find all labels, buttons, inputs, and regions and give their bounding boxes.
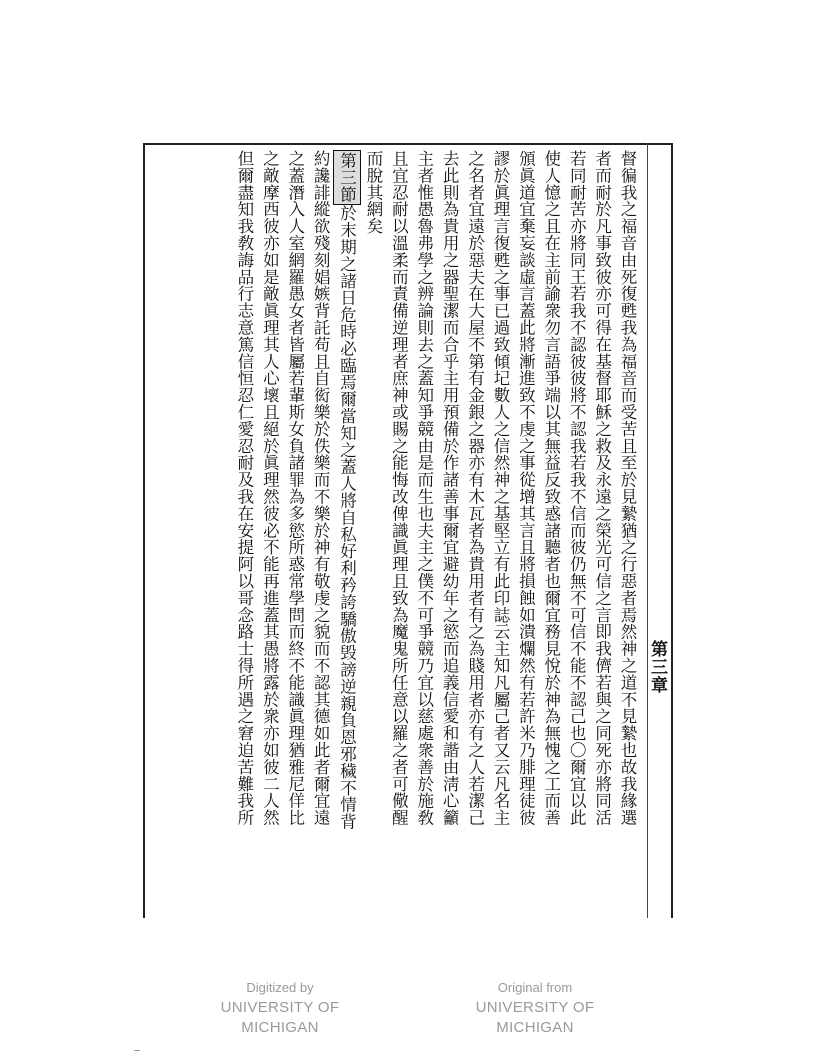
- margin-strip: [647, 143, 674, 918]
- original-from-label: Original from: [497, 980, 573, 995]
- digitized-by-institution: UNIVERSITY OF MICHIGAN: [220, 999, 340, 1036]
- text-column: 使人憶之且在主前諭衆勿言語爭端以其無益反致惑諸聽者也爾宜務見悅於神為無愧之工而善: [541, 150, 561, 826]
- text-column: 主者惟愚魯弗學之辨論則去之蓋知爭競由是而生也夫主之僕不可爭競乃宜以慈處衆善於施敎: [414, 150, 434, 826]
- text-column: 去此則為貴用之器聖潔而合乎主用預備於作諸善事爾宜避幼年之慾而追義信愛和諧由淸心籲: [440, 150, 460, 826]
- text-column: 督徧我之福音由死復甦我為福音而受苦且至於見縶猶之行惡者焉然神之道不見縶也故我緣選: [618, 150, 637, 826]
- original-from-watermark: [440, 978, 630, 1038]
- text-column: 之名者宜遠於惡夫在大屋不第有金銀之器亦有木瓦者為貴用者有之為賤用者亦有之人若潔己: [465, 150, 485, 826]
- text-column: 者而耐於凡事致彼亦可得在基督耶穌之救及永遠之榮光可信之言即我儕若與之同死亦將同活: [592, 150, 612, 826]
- text-column: 而脫其網矣: [363, 150, 383, 235]
- text-column: 但爾盡知我敎誨品行志意篤信恒忍仁愛忍耐及我在安提阿以哥念路士得所遇之窘迫苦難我所: [234, 150, 254, 826]
- text-column-with-section: [333, 150, 360, 910]
- text-column: 且宜忍耐以溫柔而責備逆理者庶神或賜之能悔改俾識眞理且致為魔鬼所任意以羅之者可儆醒: [389, 150, 409, 826]
- text-column: 若同耐苦亦將同王若我不認彼彼將不認我若我不信而彼仍無不可信不能不認己也〇爾宜以此: [567, 150, 587, 826]
- text-column-body: 於末期之諸日危時必臨焉爾當知之蓋人將自私好利矜誇驕傲毁謗逆親負恩邪穢不情背: [337, 204, 357, 831]
- digitized-by-label: Digitized by: [246, 980, 314, 995]
- text-column: 約讒誹縱欲殘刻娼嫉背託苟且自衒樂於佚樂而不樂於神有敬虔之貌而不認其德如此者爾宜遠: [311, 150, 331, 826]
- section-marker: 第三節: [333, 150, 360, 205]
- digitized-by-watermark: [185, 978, 375, 1038]
- text-column: 頒眞道宜棄妄談虛言蓋此將漸進致不虔之事從增其言且將損蝕如潰爛然有若許米乃腓理徒彼: [516, 150, 536, 826]
- chapter-label: 第三章: [647, 640, 667, 694]
- text-column: 謬於眞理言復甦之事已過致傾圮數人之信然神之基堅立有此印誌云主知凡屬己者又云凡名主: [490, 150, 510, 826]
- corner-mark: [134, 1050, 140, 1051]
- text-column: 之敵摩西彼亦如是敵眞理其人心壞且絕於眞理然彼必不能再進蓋其愚將露於衆亦如彼二人然: [260, 150, 280, 826]
- text-column: 之蓋潛入人室網羅愚女者皆屬若輩斯女負諸罪為多慾所惑常學問而終不能識眞理猶雅尼佯比: [285, 150, 305, 826]
- original-from-institution: UNIVERSITY OF MICHIGAN: [475, 999, 595, 1036]
- text-block: [150, 150, 640, 910]
